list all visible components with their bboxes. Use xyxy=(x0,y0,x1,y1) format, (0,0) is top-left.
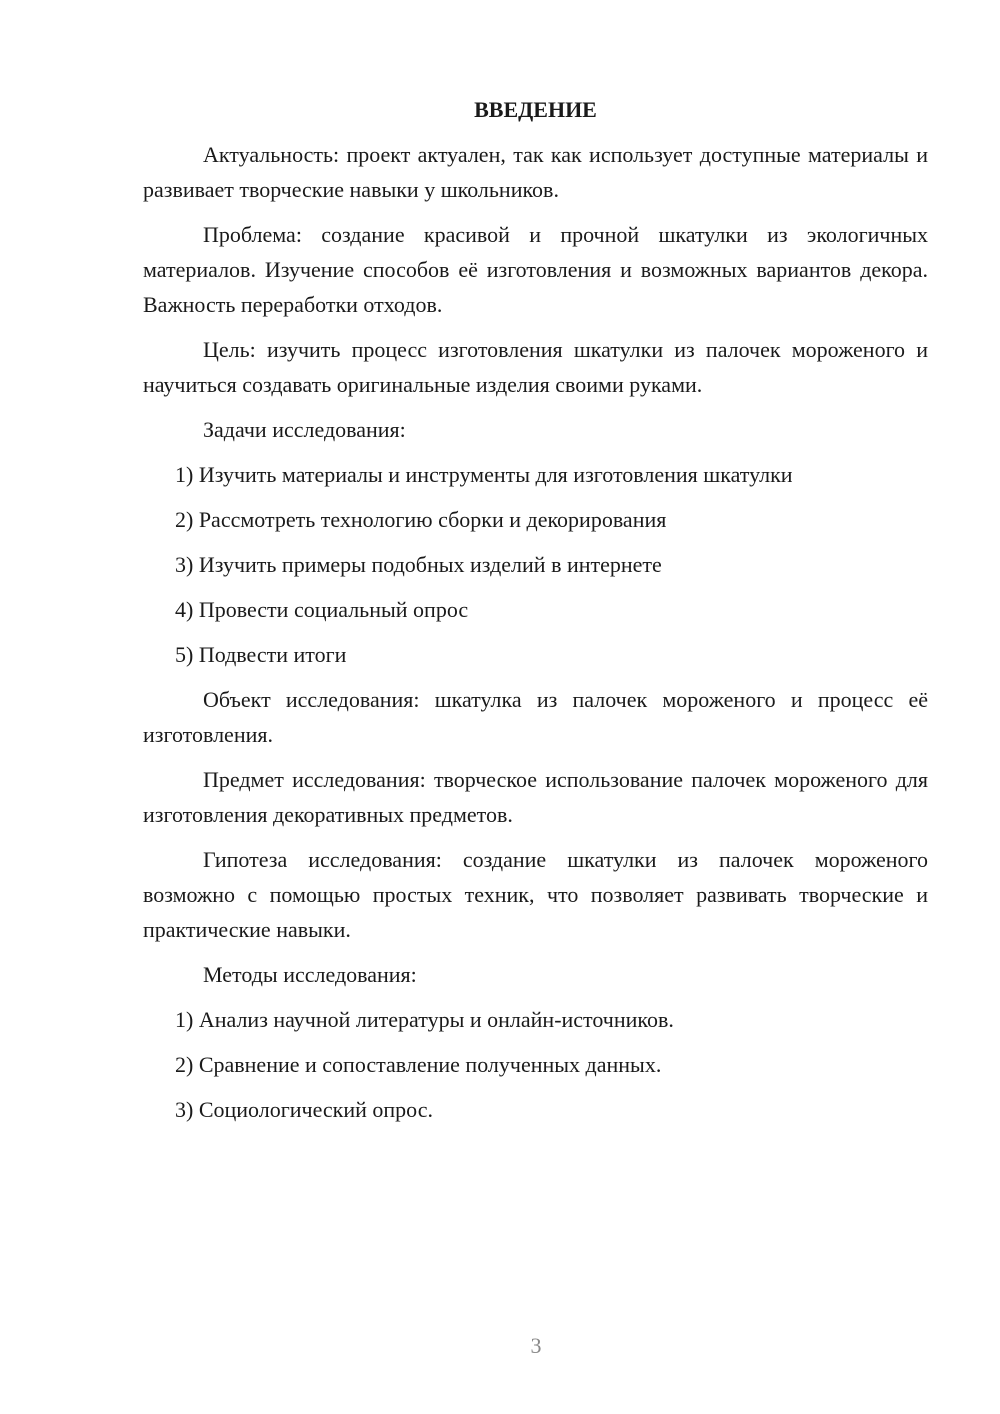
task-item: 1) Изучить материалы и инструменты для изготовления шкатулки xyxy=(175,462,793,487)
methods-list xyxy=(143,1002,928,1127)
task-item: 4) Провести социальный опрос xyxy=(175,597,469,622)
tasks-list xyxy=(143,457,928,672)
page-content xyxy=(143,92,928,1137)
method-item: 2) Сравнение и сопоставление полученных данных. xyxy=(175,1052,662,1077)
task-item: 3) Изучить примеры подобных изделий в интернете xyxy=(175,552,662,577)
page-title: ВВЕДЕНИЕ xyxy=(474,97,597,122)
method-item: 3) Социологический опрос. xyxy=(175,1097,433,1122)
goal-paragraph: Цель: изучить процесс изготовления шкатулки из палочек мороженого и научиться создавать оригинальные изделия своими руками. xyxy=(143,337,928,397)
hypothesis-paragraph: Гипотеза исследования: создание шкатулки из палочек мороженого возможно с помощью простых техник, что позволяет развивать творческие и практические навыки. xyxy=(143,847,928,942)
subject-paragraph: Предмет исследования: творческое использование палочек мороженого для изготовления декоративных предметов. xyxy=(143,767,928,827)
method-item: 1) Анализ научной литературы и онлайн-источников. xyxy=(175,1007,674,1032)
relevance-paragraph: Актуальность: проект актуален, так как использует доступные материалы и развивает творческие навыки у школьников. xyxy=(143,142,928,202)
task-item: 5) Подвести итоги xyxy=(175,642,347,667)
problem-paragraph: Проблема: создание красивой и прочной шкатулки из экологичных материалов. Изучение способов её изготовления и возможных вариантов декора. Важность переработки отходов. xyxy=(143,222,928,317)
page-number: 3 xyxy=(530,1333,542,1358)
methods-heading: Методы исследования: xyxy=(203,962,417,987)
task-item: 2) Рассмотреть технологию сборки и декорирования xyxy=(175,507,667,532)
object-paragraph: Объект исследования: шкатулка из палочек мороженого и процесс её изготовления. xyxy=(143,687,928,747)
tasks-heading: Задачи исследования: xyxy=(203,417,406,442)
